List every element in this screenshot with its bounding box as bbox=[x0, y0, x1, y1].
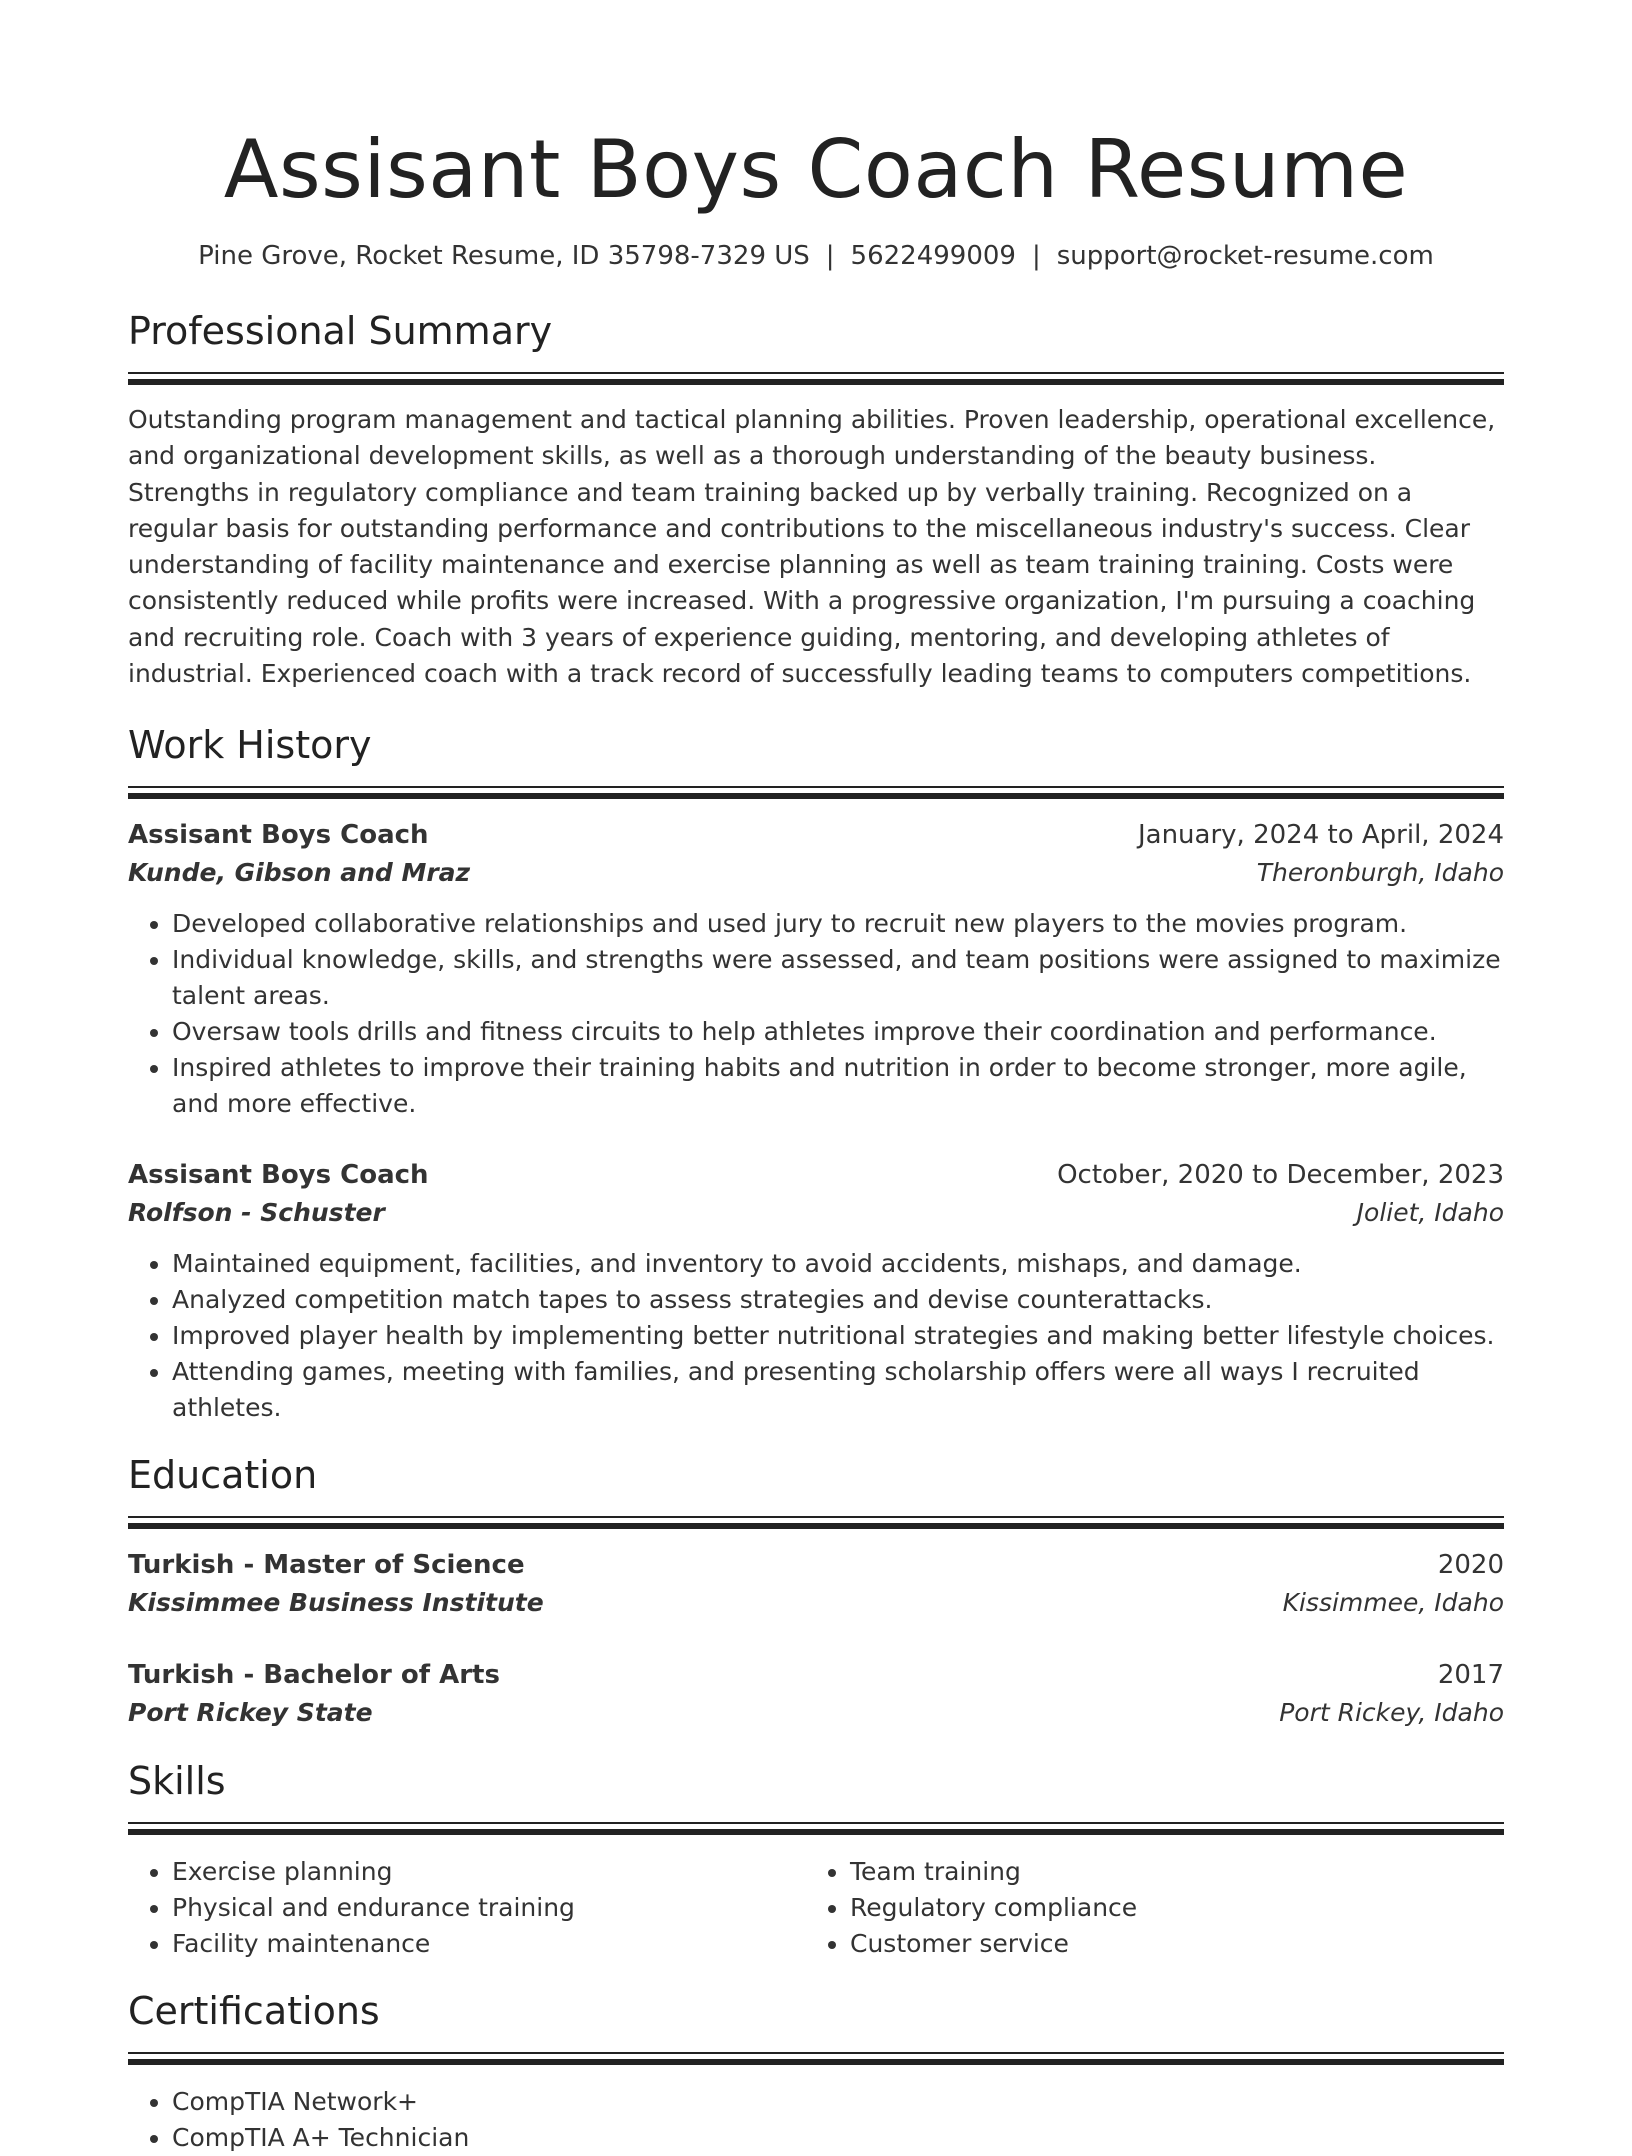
education-section bbox=[128, 1450, 1504, 1732]
education-year: 2020 bbox=[1437, 1550, 1504, 1581]
certifications-section bbox=[128, 1986, 1504, 2156]
education-degree: Turkish - Master of Science bbox=[128, 1550, 525, 1581]
job-company: Kunde, Gibson and Mraz bbox=[128, 858, 471, 888]
section-divider bbox=[128, 2052, 1504, 2066]
job-dates: October, 2020 to December, 2023 bbox=[1057, 1160, 1504, 1191]
job-bullet: • Oversaw tools drills and fitness circuits to help athletes improve their coordination and performance. bbox=[172, 1014, 1504, 1050]
education-school: Port Rickey State bbox=[128, 1698, 373, 1728]
job-entry bbox=[128, 1156, 1504, 1426]
job-header bbox=[128, 816, 1504, 854]
job-subheader bbox=[128, 854, 1504, 892]
skill-item: • Physical and endurance training bbox=[172, 1890, 806, 1926]
contact-separator: | bbox=[1031, 241, 1041, 271]
contact-separator: | bbox=[825, 241, 835, 271]
skill-item: • Regulatory compliance bbox=[850, 1890, 1484, 1926]
job-header bbox=[128, 1156, 1504, 1194]
education-degree: Turkish - Bachelor of Arts bbox=[128, 1660, 500, 1691]
section-title-summary: Professional Summary bbox=[128, 309, 553, 353]
skills-grid bbox=[128, 1854, 1504, 1962]
job-bullets bbox=[128, 906, 1504, 1122]
skills-column-right bbox=[806, 1854, 1484, 1962]
certifications-list bbox=[128, 2084, 1504, 2156]
job-bullets bbox=[128, 1246, 1504, 1426]
section-divider bbox=[128, 372, 1504, 386]
contact-email: support@rocket-resume.com bbox=[1056, 241, 1434, 271]
resume-title: Assisant Boys Coach Resume bbox=[223, 123, 1409, 216]
job-subheader bbox=[128, 1194, 1504, 1232]
job-title: Assisant Boys Coach bbox=[128, 820, 429, 851]
job-title: Assisant Boys Coach bbox=[128, 1160, 429, 1191]
skill-item: • Facility maintenance bbox=[172, 1926, 806, 1962]
education-subheader bbox=[128, 1584, 1504, 1622]
job-location: Theronburgh, Idaho bbox=[1256, 858, 1504, 888]
summary-text: Outstanding program management and tactical planning abilities. Proven leadership, operational excellence, and organizational development skills, as well as a thorough understanding of the beauty business. Strengths in regulatory compliance and team training backed up by verbally training. Recognized on a regular basis for outstanding performance and contributions to the miscellaneous industry's success. Clear understanding of facility maintenance and exercise planning as well as team training training. Costs were consistently reduced while profits were increased. With a progressive organization, I'm pursuing a coaching and recruiting role. Coach with 3 years of experience guiding, mentoring, and developing athletes of industrial. Experienced coach with a track record of successfully leading teams to computers competitions. bbox=[128, 405, 1496, 689]
section-divider bbox=[128, 786, 1504, 800]
job-bullet: • Individual knowledge, skills, and strengths were assessed, and team positions were assigned to maximize talent areas. bbox=[172, 942, 1504, 1014]
job-bullet: • Analyzed competition match tapes to assess strategies and devise counterattacks. bbox=[172, 1282, 1504, 1318]
section-title-skills: Skills bbox=[128, 1759, 226, 1804]
job-entry bbox=[128, 816, 1504, 1122]
education-location: Kissimmee, Idaho bbox=[1282, 1588, 1504, 1618]
job-bullet: • Maintained equipment, facilities, and inventory to avoid accidents, mishaps, and damage. bbox=[172, 1246, 1504, 1282]
section-divider bbox=[128, 1822, 1504, 1836]
section-divider bbox=[128, 1516, 1504, 1530]
section-title-certifications: Certifications bbox=[128, 1989, 380, 2034]
job-bullet: • Attending games, meeting with families, and presenting scholarship offers were all ways I recruited athletes. bbox=[172, 1354, 1504, 1426]
contact-address: Pine Grove, Rocket Resume, ID 35798-7329 US bbox=[198, 241, 810, 271]
section-title-work-history: Work History bbox=[128, 723, 372, 768]
education-entry bbox=[128, 1546, 1504, 1622]
job-bullet: • Improved player health by implementing better nutritional strategies and making better lifestyle choices. bbox=[172, 1318, 1504, 1354]
education-year: 2017 bbox=[1437, 1660, 1504, 1691]
contact-line bbox=[128, 238, 1504, 274]
summary-section bbox=[128, 306, 1504, 692]
education-header bbox=[128, 1656, 1504, 1694]
education-header bbox=[128, 1546, 1504, 1584]
certification-item: • CompTIA A+ Technician bbox=[172, 2120, 1504, 2156]
resume-page bbox=[128, 0, 1504, 2156]
job-bullet: • Inspired athletes to improve their training habits and nutrition in order to become stronger, more agile, and more effective. bbox=[172, 1050, 1504, 1122]
job-dates: January, 2024 to April, 2024 bbox=[1137, 820, 1504, 851]
skill-item: • Team training bbox=[850, 1854, 1484, 1890]
education-location: Port Rickey, Idaho bbox=[1279, 1698, 1504, 1728]
certification-item: • CompTIA Network+ bbox=[172, 2084, 1504, 2120]
work-history-section bbox=[128, 720, 1504, 1426]
education-subheader bbox=[128, 1694, 1504, 1732]
section-title-education: Education bbox=[128, 1453, 318, 1498]
contact-phone: 5622499009 bbox=[850, 241, 1016, 271]
education-entry bbox=[128, 1656, 1504, 1732]
skill-item: • Exercise planning bbox=[172, 1854, 806, 1890]
job-location: Joliet, Idaho bbox=[1356, 1198, 1504, 1228]
skill-item: • Customer service bbox=[850, 1926, 1484, 1962]
job-bullet: • Developed collaborative relationships and used jury to recruit new players to the movies program. bbox=[172, 906, 1504, 942]
education-school: Kissimmee Business Institute bbox=[128, 1588, 544, 1618]
skills-column-left bbox=[128, 1854, 806, 1962]
job-company: Rolfson - Schuster bbox=[128, 1198, 385, 1228]
skills-section bbox=[128, 1756, 1504, 1962]
